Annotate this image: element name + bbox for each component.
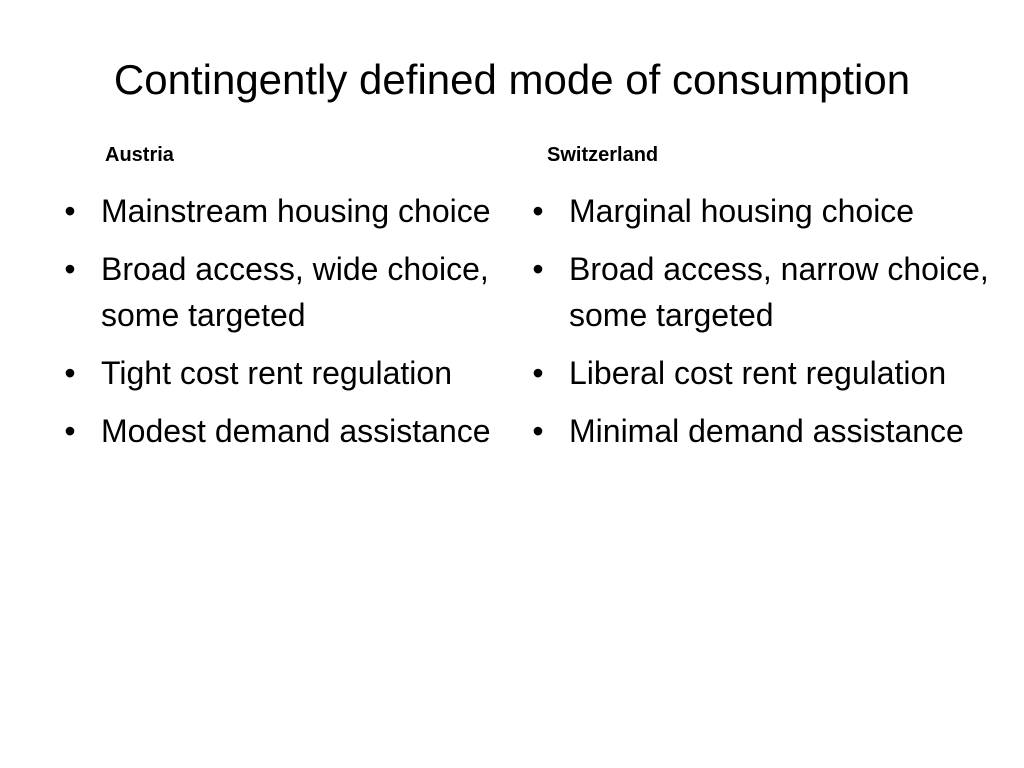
bullet-item — [523, 350, 993, 396]
bullet-text: Modest demand assistance — [101, 413, 491, 449]
bullet-text: Tight cost rent regulation — [101, 355, 452, 391]
austria-bullet-list — [55, 188, 505, 454]
bullet-item — [523, 246, 993, 338]
bullet-point-icon: • — [64, 355, 76, 391]
bullet-point-icon: • — [64, 193, 76, 229]
austria-column — [55, 138, 505, 466]
bullet-point-icon: • — [532, 251, 544, 287]
bullet-point-icon: • — [64, 251, 76, 287]
bullet-point-icon: • — [532, 355, 544, 391]
bullet-item — [55, 188, 505, 234]
bullet-text: Mainstream housing choice — [101, 193, 491, 229]
bullet-text: Broad access, narrow choice, some targeted — [569, 251, 989, 333]
bullet-item — [55, 350, 505, 396]
column-heading-austria: Austria — [105, 144, 174, 166]
bullet-item — [55, 408, 505, 454]
switzerland-column — [523, 138, 993, 466]
switzerland-bullet-list — [523, 188, 993, 454]
bullet-text: Broad access, wide choice, some targeted — [101, 251, 489, 333]
column-heading-switzerland: Switzerland — [547, 144, 659, 166]
slide-title: Contingently defined mode of consumption — [113, 56, 911, 103]
bullet-item — [55, 246, 505, 338]
bullet-item — [523, 188, 993, 234]
bullet-point-icon: • — [64, 413, 76, 449]
bullet-text: Marginal housing choice — [569, 193, 915, 229]
bullet-point-icon: • — [532, 193, 544, 229]
bullet-text: Liberal cost rent regulation — [569, 355, 947, 391]
bullet-text: Minimal demand assistance — [569, 413, 964, 449]
bullet-point-icon: • — [532, 413, 544, 449]
bullet-item — [523, 408, 993, 454]
